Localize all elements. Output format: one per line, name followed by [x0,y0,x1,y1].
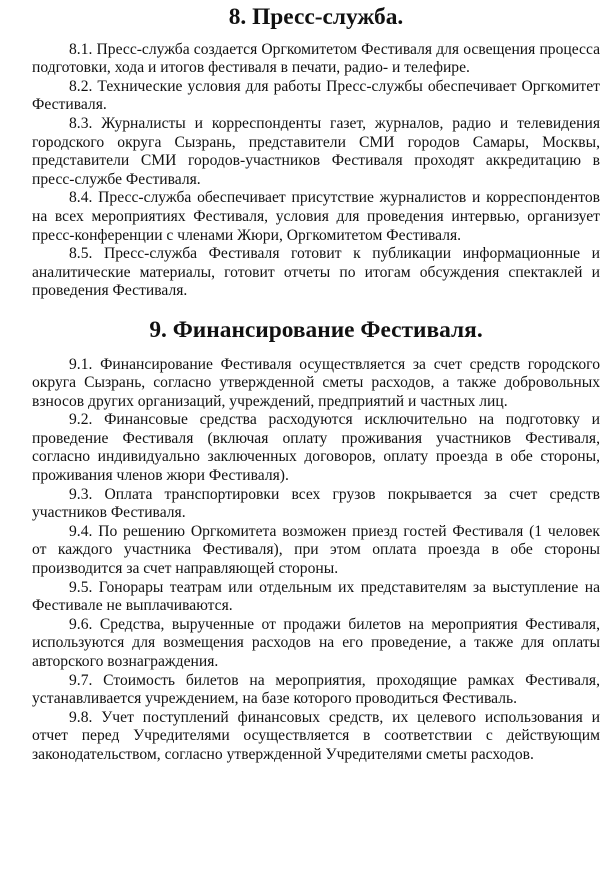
paragraph-9-1: 9.1. Финансирование Фестиваля осуществляется за счет средств городского округа Сызрань, согласно утвержденной сметы расходов, а также добровольных взносов других организаций, учреждений, предприятий и частных лиц. [32,355,600,410]
document-page [32,0,600,765]
paragraph-8-3: 8.3. Журналисты и корреспонденты газет, журналов, радио и телевидения городского округа Сызрань, представители СМИ городов Самары, Москвы, представители СМИ городов-участников Фестиваля проходят аккредитацию в пресс-службе Фестиваля. [32,114,600,188]
paragraph-9-3: 9.3. Оплата транспортировки всех грузов покрывается за счет средств участников Фестиваля. [32,485,600,522]
paragraph-8-1: 8.1. Пресс-служба создается Оргкомитетом Фестиваля для освещения процесса подготовки, хода и итогов фестиваля в печати, радио- и телефире. [32,40,600,77]
paragraph-9-7: 9.7. Стоимость билетов на мероприятия, проходящие рамках Фестиваля, устанавливается учреждением, на базе которого проводиться Фестиваль. [32,671,600,708]
paragraph-9-2: 9.2. Финансовые средства расходуются исключительно на подготовку и проведение Фестиваля (включая оплату проживания участников Фестиваля, согласно индивидуально заключенных договоров, оплату проезда в обе стороны, проживания членов жюри Фестиваля). [32,411,600,485]
paragraph-9-5: 9.5. Гонорары театрам или отдельным их представителям за выступление на Фестивале не выплачиваются. [32,578,600,615]
paragraph-9-4: 9.4. По решению Оргкомитета возможен приезд гостей Фестиваля (1 человек от каждого участника Фестиваля), при этом оплата проезда в обе стороны производится за счет направляющей стороны. [32,522,600,578]
paragraph-8-4: 8.4. Пресс-служба обеспечивает присутствие журналистов и корреспондентов на всех мероприятиях Фестиваля, условия для проведения интервью, организует пресс-конференции с членами Жюри, Оргкомитетом Фестиваля. [32,189,600,244]
paragraph-9-8: 9.8. Учет поступлений финансовых средств, их целевого использования и отчет перед Учредителями осуществляется в соответствии с действующим законодательством, согласно утвержденной Учредителями сметы расходов. [32,708,600,763]
paragraph-8-5: 8.5. Пресс-служба Фестиваля готовит к публикации информационные и аналитические материалы, готовит отчеты по итогам обсуждения спектаклей и проведения Фестиваля. [32,245,600,300]
section-heading-financing: 9. Финансирование Фестиваля. [149,316,483,343]
paragraph-8-2: 8.2. Технические условия для работы Пресс-службы обеспечивает Оргкомитет Фестиваля. [32,77,600,114]
paragraph-9-6: 9.6. Средства, вырученные от продажи билетов на мероприятия Фестиваля, используются для возмещения расходов на его проведение, а также для оплаты авторского вознаграждения. [32,615,600,670]
section-heading-press: 8. Пресс-служба. [228,4,404,30]
